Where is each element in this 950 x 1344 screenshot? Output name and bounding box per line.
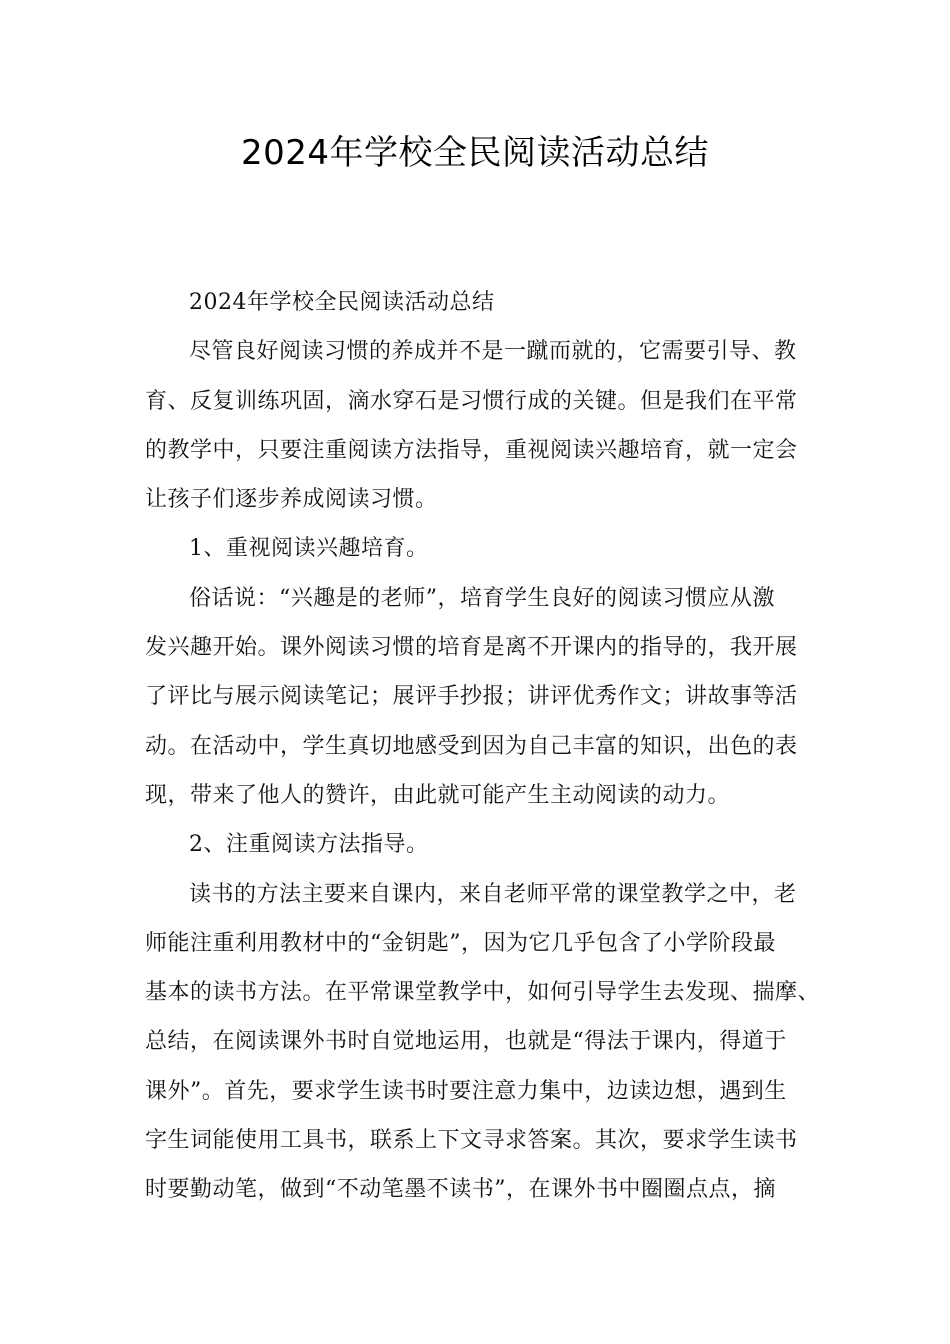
text-line: 字生词能使用工具书，联系上下文寻求答案。其次，要求学生读书 (145, 1128, 798, 1154)
text-line: 读书的方法主要来自课内，来自老师平常的课堂教学之中，老 (189, 881, 797, 907)
text-line: 课外”。首先，要求学生读书时要注意力集中，边读边想，遇到生 (145, 1078, 787, 1104)
text-line: 的教学中，只要注重阅读方法指导，重视阅读兴趣培育，就一定会 (145, 437, 798, 463)
text-line: 现，带来了他人的赞许，由此就可能产生主动阅读的动力。 (145, 782, 731, 808)
text-line: 基本的读书方法。在平常课堂教学中，如何引导学生去发现、揣摩、 (145, 980, 821, 1006)
text-line: 总结，在阅读课外书时自觉地运用，也就是“得法于课内，得道于 (145, 1029, 787, 1055)
text-line: 2、注重阅读方法指导。 (189, 832, 429, 858)
text-line: 动。在活动中，学生真切地感受到因为自己丰富的知识，出色的表 (145, 733, 798, 759)
text-line: 尽管良好阅读习惯的养成并不是一蹴而就的，它需要引导、教 (189, 339, 797, 365)
text-line: 俗话说：“兴趣是的老师”，培育学生良好的阅读习惯应从激 (189, 585, 775, 611)
text-line: 时要勤动笔，做到“不动笔墨不读书”，在课外书中圈圈点点，摘 (145, 1177, 776, 1203)
text-line: 让孩子们逐步养成阅读习惯。 (145, 487, 438, 513)
text-line: 了评比与展示阅读笔记；展评手抄报；讲评优秀作文；讲故事等活 (145, 684, 798, 710)
text-line: 2024年学校全民阅读活动总结 (189, 290, 495, 315)
document-title: 2024年学校全民阅读活动总结 (240, 133, 710, 173)
text-line: 1、重视阅读兴趣培育。 (189, 536, 429, 562)
text-line: 育、反复训练巩固，滴水穿石是习惯行成的关键。但是我们在平常 (145, 388, 798, 414)
text-line: 发兴趣开始。课外阅读习惯的培育是离不开课内的指导的，我开展 (145, 635, 798, 661)
text-line: 师能注重利用教材中的“金钥匙”，因为它几乎包含了小学阶段最 (145, 930, 776, 956)
document-body (145, 278, 825, 1215)
